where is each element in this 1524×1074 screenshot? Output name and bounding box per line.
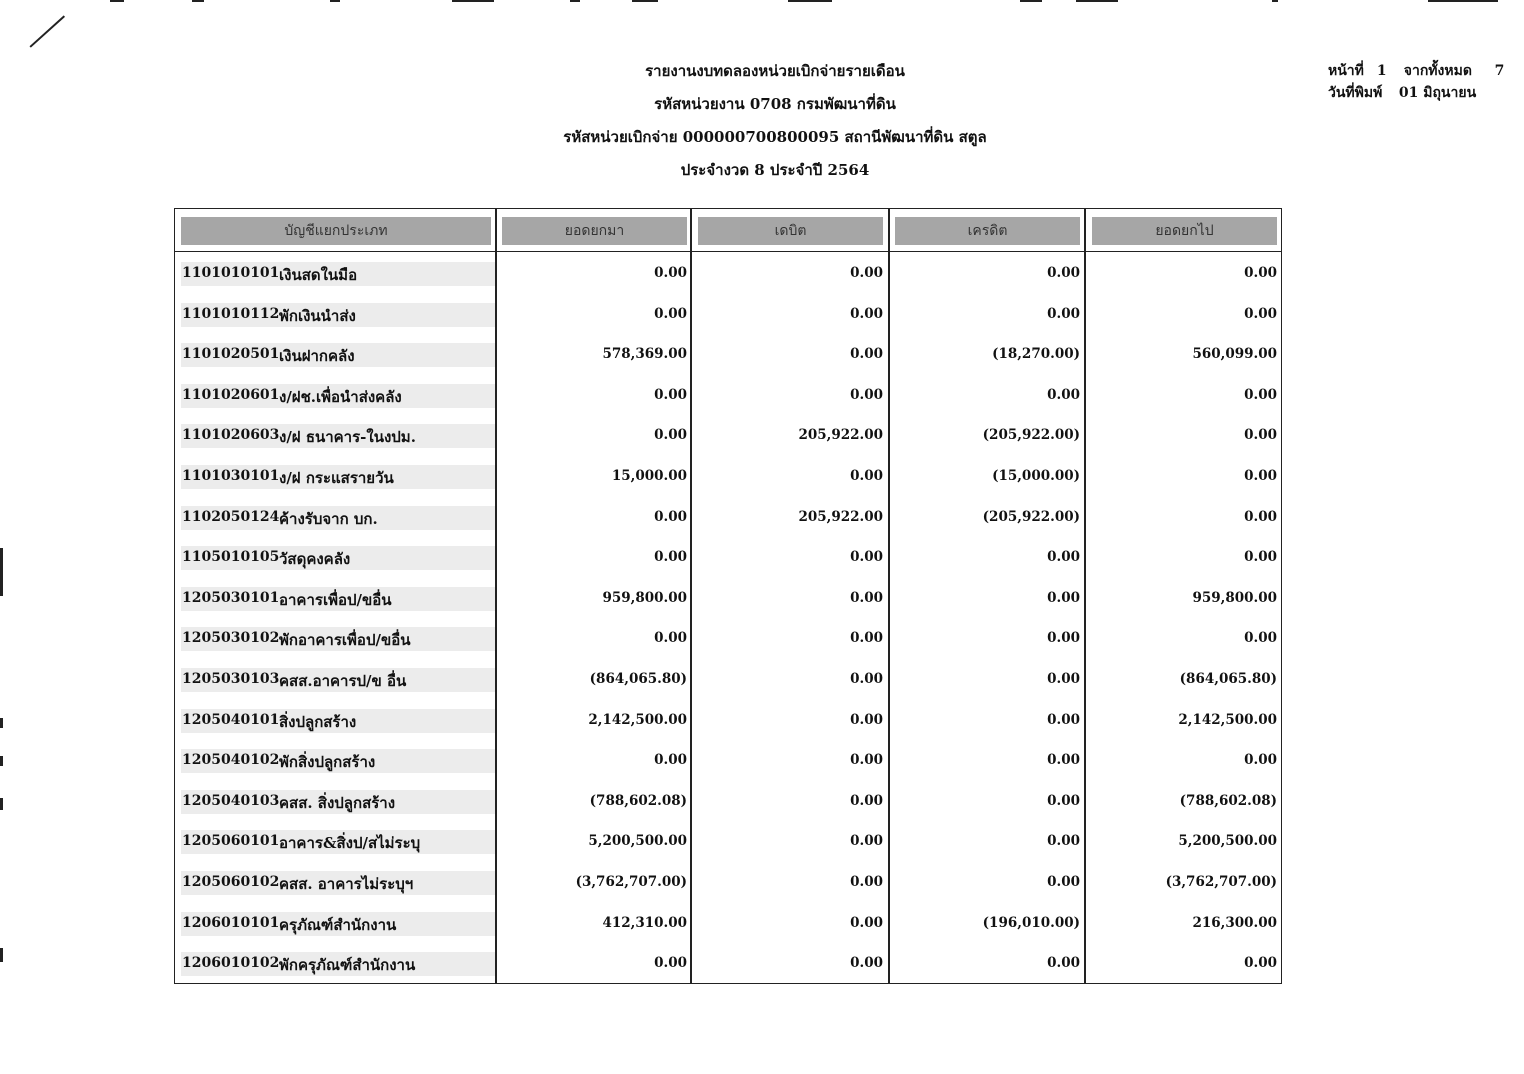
scan-mark-top-11 — [1428, 0, 1498, 2]
page-info — [1328, 60, 1504, 104]
account-name: เงินฝากคลัง — [279, 347, 355, 366]
amount-credit: 0.00 — [1047, 792, 1080, 809]
amount-debit: 205,922.00 — [798, 508, 883, 525]
account-code: 1205030102 — [182, 630, 280, 647]
amount-credit: (196,010.00) — [982, 914, 1080, 931]
scan-mark-left-3 — [0, 756, 3, 766]
scan-mark-top-5 — [570, 0, 580, 2]
account-name: คสส.อาคารป/ข อื่น — [279, 672, 407, 690]
account-name: วัสดุคงคลัง — [279, 550, 351, 569]
account-name: พักอาคารเพื่อป/ขอื่น — [279, 631, 411, 650]
trial-balance-table — [174, 208, 1282, 984]
amount-brought-forward: 0.00 — [654, 955, 687, 972]
table-row — [175, 945, 1281, 986]
account-code: 1206010101 — [182, 914, 280, 931]
table-row — [175, 377, 1281, 418]
account-code: 1101010101 — [182, 265, 280, 281]
account-code: 1205030101 — [182, 589, 280, 606]
account-name: คสส. อาคารไม่ระบุฯ — [279, 875, 414, 893]
account-code: 1205060102 — [182, 874, 280, 890]
account-code: 1101010112 — [182, 305, 280, 322]
table-row — [175, 417, 1281, 458]
scan-mark-top-2 — [192, 0, 204, 2]
account-name: ง/ฝช.เพื่อนำส่งคลัง — [279, 387, 402, 406]
table-row — [175, 458, 1281, 499]
table-row — [175, 296, 1281, 337]
amount-brought-forward: 0.00 — [654, 508, 687, 525]
amount-debit: 0.00 — [850, 955, 883, 972]
account-name: พักสิ่งปลูกสร้าง — [279, 753, 376, 772]
amount-credit: (205,922.00) — [982, 508, 1080, 525]
amount-brought-forward: 412,310.00 — [602, 914, 687, 931]
account-name: พักเงินนำส่ง — [279, 306, 356, 325]
amount-brought-forward: 5,200,500.00 — [588, 833, 687, 850]
amount-credit: 0.00 — [1047, 589, 1080, 606]
print-date-line — [1328, 82, 1504, 104]
scan-mark-left-4 — [0, 798, 3, 810]
amount-debit: 0.00 — [850, 386, 883, 403]
print-date: 01 มิถุนายน — [1398, 85, 1477, 101]
scan-mark-top-6 — [632, 0, 658, 2]
amount-debit: 0.00 — [850, 346, 883, 363]
amount-debit: 0.00 — [850, 468, 883, 484]
amount-credit: 0.00 — [1047, 386, 1080, 403]
amount-carried-forward: 959,800.00 — [1192, 589, 1277, 606]
account-name: พักครุภัณฑ์สำนักงาน — [279, 956, 416, 975]
account-code: 1102050124 — [182, 508, 280, 525]
amount-carried-forward: 0.00 — [1244, 386, 1277, 403]
amount-debit: 0.00 — [850, 711, 883, 728]
account-code: 1101020601 — [182, 386, 280, 403]
amount-carried-forward: 0.00 — [1244, 752, 1277, 769]
amount-debit: 0.00 — [850, 874, 883, 890]
account-name: ครุภัณฑ์สำนักงาน — [279, 915, 397, 934]
amount-carried-forward: 0.00 — [1244, 265, 1277, 281]
account-code: 1101020501 — [182, 346, 280, 363]
amount-carried-forward: (864,065.80) — [1179, 671, 1277, 687]
page-label: หน้าที่ — [1328, 63, 1364, 79]
account-code: 1205040103 — [182, 792, 280, 809]
amount-debit: 0.00 — [850, 792, 883, 809]
account-code: 1105010105 — [182, 549, 280, 566]
amount-brought-forward: 578,369.00 — [602, 346, 687, 363]
account-name: เงินสดในมือ — [279, 266, 358, 284]
amount-credit: 0.00 — [1047, 833, 1080, 850]
table-row — [175, 742, 1281, 783]
table-row — [175, 539, 1281, 580]
amount-credit: 0.00 — [1047, 671, 1080, 687]
amount-carried-forward: 5,200,500.00 — [1178, 833, 1277, 850]
scan-mark-top-10 — [1272, 0, 1278, 2]
table-row — [175, 905, 1281, 946]
amount-carried-forward: 0.00 — [1244, 508, 1277, 525]
amount-carried-forward: 560,099.00 — [1192, 346, 1277, 363]
pen-stroke — [29, 15, 64, 47]
table-row — [175, 864, 1281, 905]
table-row — [175, 620, 1281, 661]
amount-credit: 0.00 — [1047, 265, 1080, 281]
amount-credit: (15,000.00) — [992, 468, 1080, 484]
scan-mark-top-1 — [110, 0, 124, 2]
scan-mark-left-5 — [0, 948, 3, 962]
amount-brought-forward: 959,800.00 — [602, 589, 687, 606]
scan-mark-top-4 — [452, 0, 494, 2]
account-name: สิ่งปลูกสร้าง — [279, 712, 357, 731]
amount-credit: 0.00 — [1047, 305, 1080, 322]
header-account: บัญชีแยกประเภท — [181, 217, 491, 245]
amount-debit: 0.00 — [850, 833, 883, 850]
table-row — [175, 702, 1281, 743]
amount-credit: 0.00 — [1047, 874, 1080, 890]
amount-carried-forward: 2,142,500.00 — [1178, 711, 1277, 728]
amount-brought-forward: (788,602.08) — [589, 792, 687, 809]
account-code: 1101030101 — [182, 468, 280, 484]
amount-credit: 0.00 — [1047, 630, 1080, 647]
account-code: 1205040102 — [182, 752, 280, 769]
amount-credit: 0.00 — [1047, 752, 1080, 769]
table-row — [175, 661, 1281, 702]
amount-debit: 0.00 — [850, 914, 883, 931]
disbursement-unit-line: รหัสหน่วยเบิกจ่าย 000000700800095 สถานีพัฒนาที่ดิน สตูล — [563, 128, 987, 146]
amount-carried-forward: 0.00 — [1244, 630, 1277, 647]
amount-carried-forward: (3,762,707.00) — [1165, 874, 1277, 890]
table-row — [175, 336, 1281, 377]
amount-debit: 0.00 — [850, 305, 883, 322]
scan-mark-top-9 — [1076, 0, 1118, 2]
amount-brought-forward: (3,762,707.00) — [575, 874, 687, 890]
amount-carried-forward: 0.00 — [1244, 468, 1277, 484]
page-count-line — [1328, 60, 1504, 82]
account-name: คสส. สิ่งปลูกสร้าง — [279, 793, 396, 812]
amount-carried-forward: (788,602.08) — [1179, 792, 1277, 809]
account-code: 1205060101 — [182, 833, 280, 850]
amount-brought-forward: 0.00 — [654, 427, 687, 444]
account-code: 1101020603 — [182, 427, 280, 444]
account-name: ง/ฝ ธนาคาร-ในงปม. — [279, 428, 416, 447]
table-row — [175, 783, 1281, 824]
page-number: 1 — [1376, 63, 1387, 79]
table-row — [175, 580, 1281, 621]
amount-brought-forward: 0.00 — [654, 549, 687, 566]
total-pages: 7 — [1494, 63, 1505, 79]
scan-mark-top-7 — [788, 0, 832, 2]
table-row — [175, 823, 1281, 864]
report-title-block — [450, 58, 1100, 190]
period-line: ประจำงวด 8 ประจำปี 2564 — [680, 161, 870, 179]
agency-code-line: รหัสหน่วยงาน 0708 กรมพัฒนาที่ดิน — [654, 95, 896, 113]
amount-credit: 0.00 — [1047, 549, 1080, 566]
account-code: 1206010102 — [182, 955, 280, 972]
report-title: รายงานงบทดลองหน่วยเบิกจ่ายรายเดือน — [645, 62, 905, 80]
account-code: 1205040101 — [182, 711, 280, 728]
header-carried-forward: ยอดยกไป — [1092, 217, 1277, 245]
amount-brought-forward: 0.00 — [654, 265, 687, 281]
amount-carried-forward: 0.00 — [1244, 955, 1277, 972]
table-row — [175, 255, 1281, 296]
scan-mark-left-1 — [0, 548, 3, 596]
amount-brought-forward: 0.00 — [654, 386, 687, 403]
amount-debit: 0.00 — [850, 630, 883, 647]
account-name: ค้างรับจาก บก. — [279, 509, 378, 528]
amount-brought-forward: 0.00 — [654, 630, 687, 647]
amount-credit: 0.00 — [1047, 955, 1080, 972]
account-name: อาคารเพื่อป/ขอื่น — [279, 590, 392, 609]
amount-debit: 205,922.00 — [798, 427, 883, 444]
amount-credit: 0.00 — [1047, 711, 1080, 728]
amount-brought-forward: 0.00 — [654, 752, 687, 769]
scan-mark-top-8 — [1020, 0, 1042, 2]
scan-mark-left-2 — [0, 718, 3, 728]
amount-brought-forward: (864,065.80) — [589, 671, 687, 687]
table-row — [175, 499, 1281, 540]
account-code: 1205030103 — [182, 671, 280, 687]
print-date-label: วันที่พิมพ์ — [1328, 85, 1383, 101]
amount-brought-forward: 0.00 — [654, 305, 687, 322]
amount-carried-forward: 0.00 — [1244, 549, 1277, 566]
header-credit: เครดิต — [895, 217, 1080, 245]
amount-credit: (18,270.00) — [992, 346, 1080, 363]
amount-debit: 0.00 — [850, 265, 883, 281]
header-brought-forward: ยอดยกมา — [502, 217, 687, 245]
account-name: อาคาร&สิ่งป/สไม่ระบุ — [279, 834, 421, 853]
account-name: ง/ฝ กระแสรายวัน — [279, 469, 394, 487]
amount-brought-forward: 15,000.00 — [611, 468, 687, 484]
header-debit: เดบิต — [698, 217, 883, 245]
amount-debit: 0.00 — [850, 549, 883, 566]
amount-debit: 0.00 — [850, 671, 883, 687]
scan-mark-top-3 — [330, 0, 340, 2]
amount-carried-forward: 216,300.00 — [1192, 914, 1277, 931]
table-header — [175, 209, 1281, 252]
amount-carried-forward: 0.00 — [1244, 427, 1277, 444]
amount-brought-forward: 2,142,500.00 — [588, 711, 687, 728]
total-label: จากทั้งหมด — [1403, 63, 1472, 79]
amount-carried-forward: 0.00 — [1244, 305, 1277, 322]
amount-debit: 0.00 — [850, 752, 883, 769]
amount-debit: 0.00 — [850, 589, 883, 606]
amount-credit: (205,922.00) — [982, 427, 1080, 444]
